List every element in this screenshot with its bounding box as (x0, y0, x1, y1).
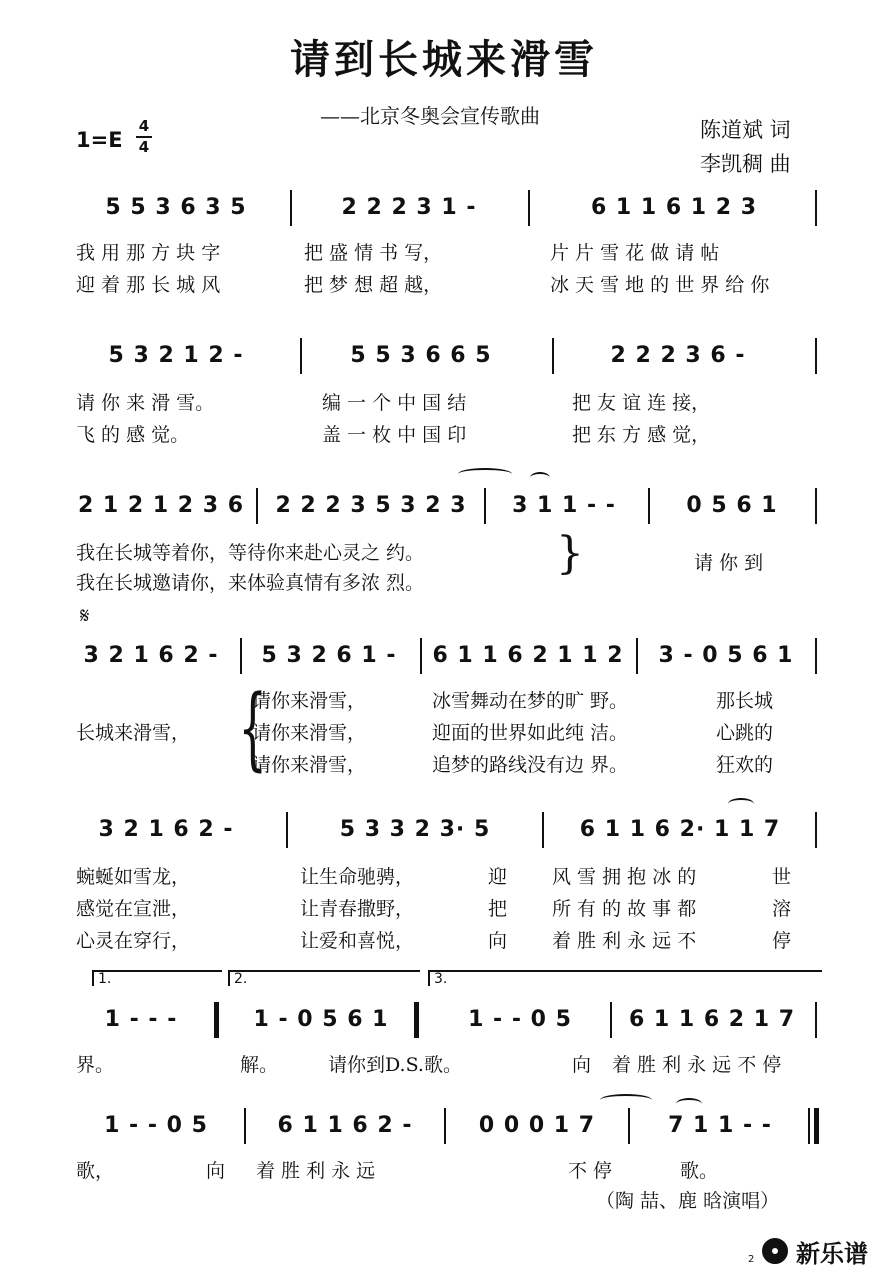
lyric-line: 冰 天 雪 地 的 世 界 给 你 (550, 274, 770, 296)
lyric-line: 我在长城邀请你，来体验真情有多浓 烈。 (76, 572, 425, 594)
lyric-line: 飞 的 感 觉。 (76, 424, 190, 446)
composer-credit: 李凯稠 曲 (700, 152, 791, 176)
lyric-line: 让爱和喜悦， (300, 930, 415, 952)
system-2 (0, 330, 888, 390)
lyric-line: 长城来滑雪， (76, 722, 191, 744)
ending-bracket-2: 2. (228, 970, 420, 986)
measure: 5 3 2 1 2 - (108, 342, 244, 368)
system-7 (0, 1100, 888, 1160)
barline (528, 190, 530, 226)
key-signature: 1=E (76, 128, 123, 152)
lyric-line: 请你来滑雪， (252, 722, 367, 744)
barline (244, 1108, 246, 1144)
lyric-line: 请你来滑雪， (252, 754, 367, 776)
measure: 1 - 0 5 6 1 (253, 1006, 389, 1032)
lyric-line: 溶 (772, 898, 792, 920)
lyricist-credit: 陈道斌 词 (700, 118, 791, 142)
lyric-line: 迎 着 那 长 城 风 (76, 274, 221, 296)
lyric-line: 停 (772, 930, 792, 952)
tie-mark (530, 472, 550, 484)
lyric-line: 编 一 个 中 国 结 (322, 392, 467, 414)
lyric-line: 迎 (488, 866, 508, 888)
barline (256, 488, 258, 524)
barline (610, 1002, 612, 1038)
lyric-line: 歌。 (680, 1160, 719, 1182)
barline (240, 638, 242, 674)
barline (290, 190, 292, 226)
lyric-line: 那长城 (716, 690, 774, 712)
lyric-line: 向 (206, 1160, 226, 1182)
lyric-line: 请你到D.S.歌。 (328, 1054, 462, 1076)
lyric-line: 冰雪舞动在梦的旷 野。 (432, 690, 629, 712)
lyric-line: 请 你 来 滑 雪。 (76, 392, 215, 414)
vinyl-record-icon (762, 1238, 788, 1264)
barline (286, 812, 288, 848)
measure: 1 - - 0 5 (104, 1112, 208, 1138)
measure: 3 2 1 6 2 - (98, 816, 234, 842)
barline (815, 638, 817, 674)
system-3 (0, 480, 888, 540)
measure: 6 1 1 6 1 2 3 (590, 194, 758, 220)
lyric-line: 向 (572, 1054, 592, 1076)
tie-mark (676, 1098, 702, 1110)
lyric-line: 心灵在穿行， (76, 930, 191, 952)
watermark-logo: 新乐谱 (796, 1240, 868, 1268)
lyric-line: 风 雪 拥 抱 冰 的 (552, 866, 697, 888)
measure: 3 2 1 6 2 - (83, 642, 219, 668)
barline (628, 1108, 630, 1144)
measure: 2 1 2 1 2 3 6 (77, 492, 245, 518)
barline (484, 488, 486, 524)
measure: 1 - - - (104, 1006, 178, 1032)
system-6 (0, 994, 888, 1054)
lyric-line: 让生命驰骋， (300, 866, 415, 888)
measure: 6 1 1 6 2· 1 1 7 (579, 816, 781, 842)
lyric-line: 把 友 谊 连 接， (572, 392, 711, 414)
barline (808, 1108, 810, 1144)
measure: 2 2 2 3 5 3 2 3 (275, 492, 467, 518)
measure: 1 - - 0 5 (468, 1006, 572, 1032)
barline (815, 488, 817, 524)
measure: 5 5 3 6 6 5 (350, 342, 492, 368)
measure: 3 - 0 5 6 1 (658, 642, 794, 668)
lyric-line: 蜿蜒如雪龙， (76, 866, 191, 888)
brace-left: { (238, 676, 267, 781)
barline (815, 1002, 817, 1038)
time-signature-bottom: 4 (138, 138, 150, 156)
lyric-line: 歌， (76, 1160, 115, 1182)
lyric-line: 着 胜 利 永 远 (256, 1160, 376, 1182)
measure: 0 5 6 1 (686, 492, 778, 518)
barline (444, 1108, 446, 1144)
lyric-line: 我 用 那 方 块 字 (76, 242, 221, 264)
lyric-line: 把 东 方 感 觉， (572, 424, 711, 446)
barline (815, 190, 817, 226)
time-signature-top: 4 (138, 117, 150, 135)
time-signature (136, 118, 152, 156)
tie-mark (458, 468, 512, 480)
lyric-line: 片 片 雪 花 做 请 帖 (550, 242, 720, 264)
measure: 2 2 2 3 6 - (610, 342, 746, 368)
lyric-line: 把 (488, 898, 508, 920)
measure: 5 5 3 6 3 5 (105, 194, 247, 220)
tie-mark (600, 1094, 652, 1106)
lyric-line: 不 停 (568, 1160, 613, 1182)
system-5 (0, 804, 888, 864)
barline (815, 338, 817, 374)
lyric-line: 解。 (240, 1054, 279, 1076)
measure: 5 3 3 2 3· 5 (339, 816, 491, 842)
lyric-line: 着 胜 利 永 远 不 (552, 930, 697, 952)
song-title: 请到长城来滑雪 (290, 36, 598, 83)
barline (815, 812, 817, 848)
lyric-line: 迎面的世界如此纯 洁。 (432, 722, 629, 744)
measure: 6 1 1 6 2 - (277, 1112, 413, 1138)
lyric-line: 让青春撒野， (300, 898, 415, 920)
barline (636, 638, 638, 674)
lyric-line: 向 (488, 930, 508, 952)
measure: 5 3 2 6 1 - (261, 642, 397, 668)
lyric-line: 请 你 到 (694, 552, 764, 574)
measure: 6 1 1 6 2 1 7 (628, 1006, 796, 1032)
ending-bracket-3: 3. (428, 970, 822, 986)
song-subtitle: ——北京冬奥会宣传歌曲 (320, 104, 540, 128)
lyric-line: 着 胜 利 永 远 不 停 (612, 1054, 782, 1076)
final-barline (814, 1108, 819, 1144)
system-4 (0, 630, 888, 690)
lyric-line: 心跳的 (716, 722, 774, 744)
barline (420, 638, 422, 674)
system-1 (0, 182, 888, 242)
barline (552, 338, 554, 374)
barline (542, 812, 544, 848)
lyric-line: 追梦的路线没有边 界。 (432, 754, 629, 776)
segno-sign: 𝄋 (80, 604, 90, 629)
performer-credit: （陶 喆、鹿 晗演唱） (596, 1190, 780, 1212)
lyric-line: 盖 一 枚 中 国 印 (322, 424, 467, 446)
lyric-line: 世 (772, 866, 792, 888)
measure: 3 1 1 - - (512, 492, 616, 518)
lyric-line: 狂欢的 (716, 754, 774, 776)
repeat-barline (214, 1002, 219, 1038)
measure: 7 1 1 - - (668, 1112, 772, 1138)
brace-right: } (556, 528, 584, 579)
barline (648, 488, 650, 524)
lyric-line: 把 梦 想 超 越， (304, 274, 443, 296)
lyric-line: 界。 (76, 1054, 115, 1076)
watermark-sup: 2 (748, 1254, 755, 1265)
barline (300, 338, 302, 374)
measure: 6 1 1 6 2 1 1 2 (432, 642, 624, 668)
measure: 0 0 0 1 7 (478, 1112, 596, 1138)
lyric-line: 请你来滑雪， (252, 690, 367, 712)
tie-mark (728, 798, 754, 810)
lyric-line: 我在长城等着你，等待你来赴心灵之 约。 (76, 542, 425, 564)
lyric-line: 感觉在宣泄， (76, 898, 191, 920)
ending-bracket-1: 1. (92, 970, 222, 986)
measure: 2 2 2 3 1 - (341, 194, 477, 220)
lyric-line: 所 有 的 故 事 都 (552, 898, 697, 920)
repeat-barline (414, 1002, 419, 1038)
lyric-line: 把 盛 情 书 写， (304, 242, 443, 264)
